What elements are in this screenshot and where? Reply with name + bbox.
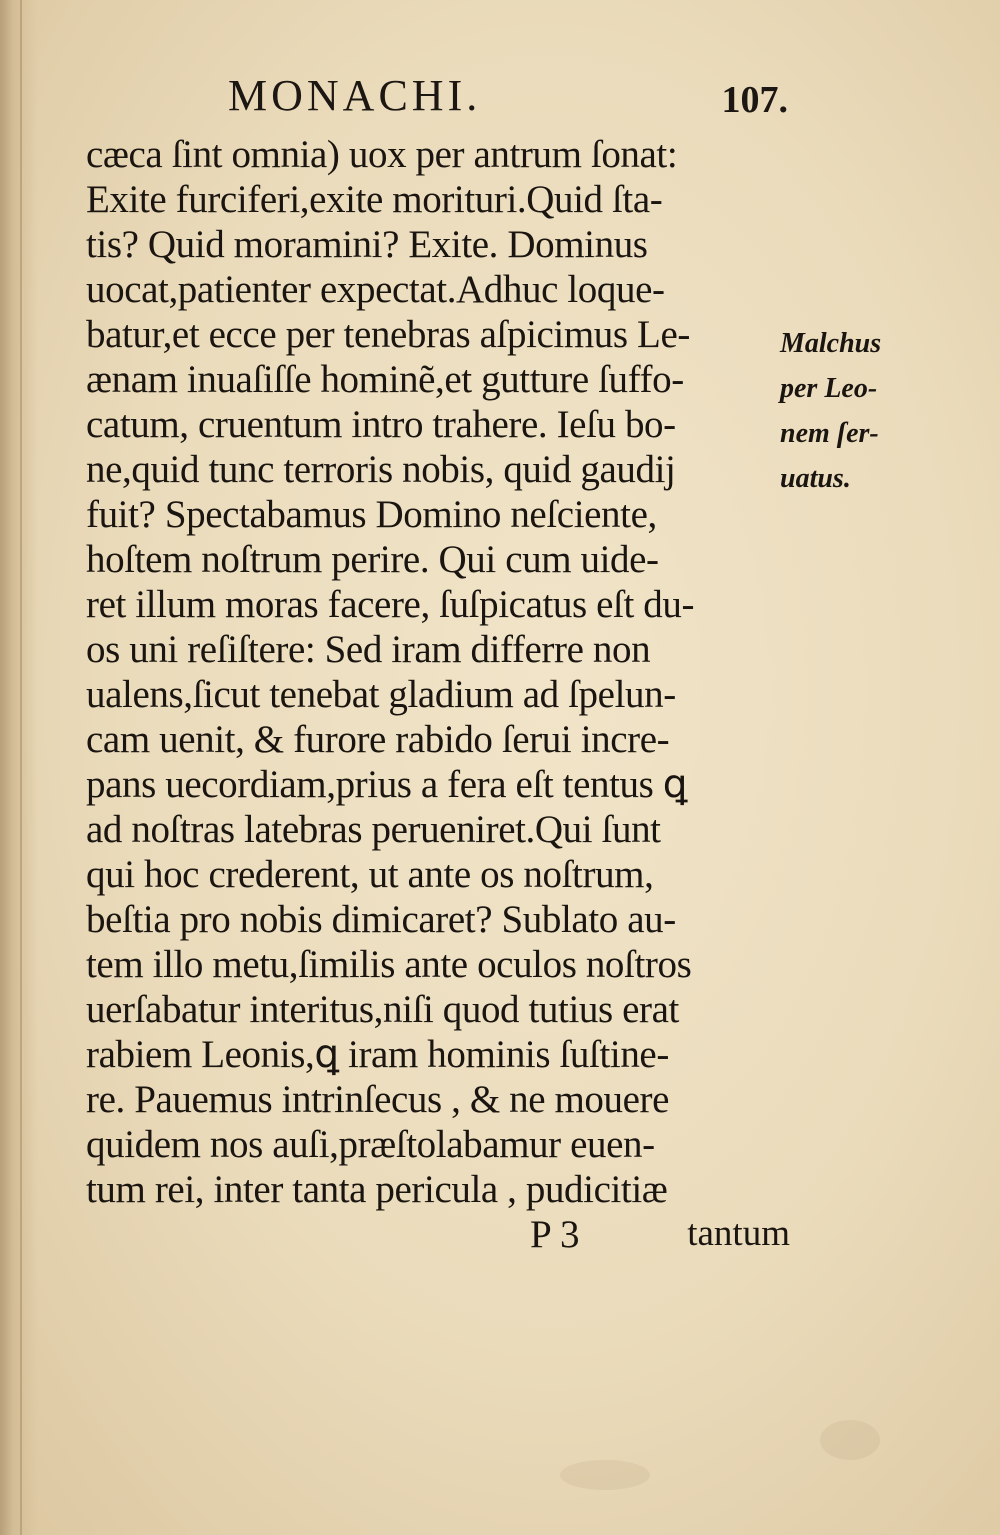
catchword: tantum xyxy=(687,1213,790,1254)
running-head: MONACHI. xyxy=(228,71,482,120)
marginal-note xyxy=(780,321,980,501)
text-line: hoſtem noſtrum perire. Qui cum uide- xyxy=(86,538,659,581)
text-line: cam uenit, & furore rabido ſerui incre- xyxy=(86,718,670,761)
text-line: uerſabatur interitus,niſi quod tutius erat xyxy=(86,988,679,1031)
text-line: beſtia pro nobis dimicaret? Sublato au- xyxy=(86,898,676,941)
text-line: ænam inuaſiſſe hominẽ,et gutture ſuffo- xyxy=(86,358,684,401)
text-line: catum, cruentum intro trahere. Ieſu bo- xyxy=(86,403,676,446)
text-line: os uni reſiſtere: Sed iram differre non xyxy=(86,628,651,671)
page-footer xyxy=(530,1212,790,1262)
text-line: tis? Quid moramini? Exite. Dominus xyxy=(86,223,648,266)
marginal-note-line: uatus. xyxy=(780,463,851,494)
main-text-block xyxy=(86,132,786,1212)
text-line: ne,quid tunc terroris nobis, quid gaudij xyxy=(86,448,676,491)
paper-stain xyxy=(820,1420,880,1460)
text-line: ualens,ſicut tenebat gladium ad ſpelun- xyxy=(86,673,676,716)
text-line: fuit? Spectabamus Domino neſciente, xyxy=(86,493,657,536)
text-line: ret illum moras facere, ſuſpicatus eſt du- xyxy=(86,583,695,626)
text-line: uocat,patienter expectat.Adhuc loque- xyxy=(86,268,665,311)
text-line: Exite furciferi,exite morituri.Quid ſta- xyxy=(86,178,663,221)
text-line: ad noſtras latebras perueniret.Qui ſunt xyxy=(86,808,661,851)
text-line: pans uecordiam,prius a fera eſt tentus ꝗ xyxy=(86,763,688,806)
text-line: quidem nos auſi,præſtolabamur euen- xyxy=(86,1123,655,1166)
spine-edge xyxy=(20,0,22,1535)
gutter-shadow xyxy=(0,0,38,1535)
paper-stain xyxy=(560,1460,650,1490)
text-line: qui hoc crederent, ut ante os noſtrum, xyxy=(86,853,654,896)
marginal-note-line: nem ſer- xyxy=(780,418,879,449)
text-line: re. Pauemus intrinſecus , & ne mouere xyxy=(86,1078,670,1121)
text-line: batur,et ecce per tenebras aſpicimus Le- xyxy=(86,313,690,356)
marginal-note-line: Malchus xyxy=(780,328,882,359)
signature-mark: P 3 xyxy=(530,1213,580,1256)
text-line: cæca ſint omnia) uox per antrum ſonat: xyxy=(86,133,678,176)
marginal-note-line: per Leo- xyxy=(780,373,878,404)
text-line: tem illo metu,ſimilis ante oculos noſtros xyxy=(86,943,692,986)
text-line: rabiem Leonis,ꝗ iram hominis ſuſtine- xyxy=(86,1033,669,1076)
text-line: tum rei, inter tanta pericula , pudicitiæ xyxy=(86,1168,668,1211)
page-header xyxy=(228,70,788,130)
page-number: 107. xyxy=(721,79,788,121)
